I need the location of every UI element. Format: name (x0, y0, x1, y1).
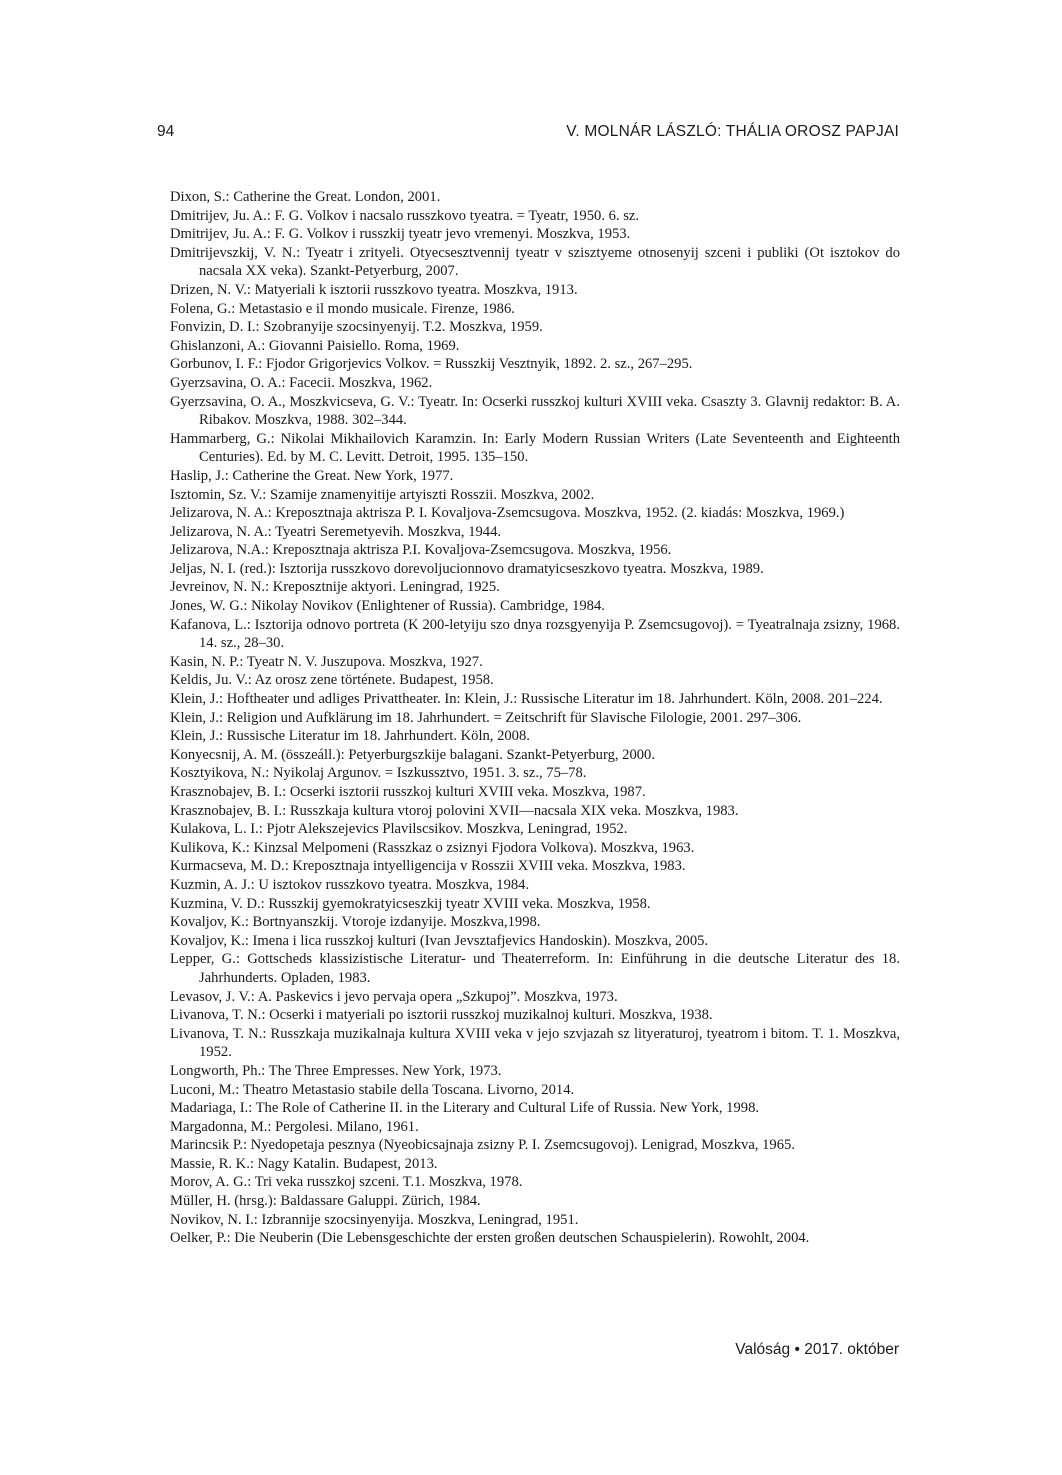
reference-entry: Jelizarova, N.A.: Kreposztnaja aktrisza P.I. Kovaljova-Zsemcsugova. Moszkva, 1956. (170, 542, 672, 559)
reference-entry: Lepper, G.: Gottscheds klassizistische Literatur- und Theaterreform. In: Einführung in die deutsche Literatur des 18. Jahrhunderts. Opladen, 1983. (170, 951, 900, 986)
reference-entry: Jeljas, N. I. (red.): Isztorija russzkovo dorevoljucionnovo dramatyicseszkovo tyeatra. Moszkva, 1989. (170, 560, 764, 577)
reference-entry: Fonvizin, D. I.: Szobranyije szocsinyenyij. T.2. Moszkva, 1959. (170, 319, 543, 336)
reference-entry: Kuzmina, V. D.: Russzkij gyemokratyicseszkij tyeatr XVIII veka. Moszkva, 1958. (170, 895, 651, 912)
reference-entry: Novikov, N. I.: Izbrannije szocsinyenyija. Moszkva, Leningrad, 1951. (170, 1211, 579, 1228)
reference-entry: Gorbunov, I. F.: Fjodor Grigorjevics Volkov. = Russzkij Vesztnyik, 1892. 2. sz., 267–295. (170, 356, 693, 373)
reference-entry: Jones, W. G.: Nikolay Novikov (Enlightener of Russia). Cambridge, 1984. (170, 598, 605, 615)
reference-entry: Levasov, J. V.: A. Paskevics i jevo pervaja opera „Szkupoj”. Moszkva, 1973. (170, 988, 618, 1005)
reference-entry: Dmitrijev, Ju. A.: F. G. Volkov i nacsalo russzkovo tyeatra. = Tyeatr, 1950. 6. sz. (170, 207, 640, 224)
reference-entry: Folena, G.: Metastasio e il mondo musicale. Firenze, 1986. (170, 300, 515, 317)
reference-list (170, 188, 900, 1248)
reference-entry: Kafanova, L.: Isztorija odnovo portreta (K 200-letyiju szo dnya rozsgyenyija P. Zsemcsugovoj). = Tyeatralnaja zsizny, 1968. 14. sz., 28–30. (170, 616, 900, 652)
reference-entry: Krasznobajev, B. I.: Ocserki isztorii russzkoj kulturi XVIII veka. Moszkva, 1987. (170, 784, 646, 800)
reference-entry: Kulakova, L. I.: Pjotr Alekszejevics Plavilscsikov. Moszkva, Leningrad, 1952. (170, 821, 628, 838)
reference-entry: Kulikova, K.: Kinzsal Melpomeni (Rasszkaz o zsiznyi Fjodora Volkova). Moszkva, 1963. (170, 839, 695, 856)
reference-entry: Margadonna, M.: Pergolesi. Milano, 1961. (170, 1118, 419, 1135)
reference-entry: Livanova, T. N.: Russzkaja muzikalnaja kultura XVIII veka v jejo szvjazah sz lityeraturoj, tyeatrom i bitom. T. 1. Moszkva, 1952. (170, 1025, 900, 1061)
reference-entry: Jelizarova, N. A.: Kreposztnaja aktrisza P. I. Kovaljova-Zsemcsugova. Moszkva, 1952. (2. kiadás: Moszkva, 1969.) (170, 505, 845, 522)
page-number: 94 (157, 123, 175, 140)
reference-entry: Ghislanzoni, A.: Giovanni Paisiello. Roma, 1969. (170, 337, 460, 354)
reference-entry: Krasznobajev, B. I.: Russzkaja kultura vtoroj polovini XVII—nacsala XIX veka. Moszkva, 1983. (170, 802, 739, 819)
reference-entry: Madariaga, I.: The Role of Catherine II. in the Literary and Cultural Life of Russia. New York, 1998. (170, 1100, 760, 1117)
reference-entry: Haslip, J.: Catherine the Great. New York, 1977. (170, 467, 454, 484)
reference-entry: Klein, J.: Religion und Aufklärung im 18. Jahrhundert. = Zeitschrift für Slavische Filologie, 2001. 297–306. (170, 709, 802, 726)
reference-entry: Jelizarova, N. A.: Tyeatri Seremetyevih. Moszkva, 1944. (170, 523, 502, 540)
reference-entry: Keldis, Ju. V.: Az orosz zene története. Budapest, 1958. (170, 672, 494, 689)
reference-entry: Kovaljov, K.: Bortnyanszkij. Vtoroje izdanyije. Moszkva,1998. (170, 914, 541, 931)
reference-entry: Isztomin, Sz. V.: Szamije znamenyitije artyiszti Rosszii. Moszkva, 2002. (170, 486, 595, 503)
reference-entry: Massie, R. K.: Nagy Katalin. Budapest, 2013. (170, 1155, 438, 1172)
reference-entry: Gyerzsavina, O. A.: Facecii. Moszkva, 1962. (170, 374, 433, 391)
reference-entry: Luconi, M.: Theatro Metastasio stabile della Toscana. Livorno, 2014. (170, 1081, 575, 1098)
reference-entry: Drizen, N. V.: Matyeriali k isztorii russzkovo tyeatra. Moszkva, 1913. (170, 281, 578, 298)
reference-entry: Hammarberg, G.: Nikolai Mikhailovich Karamzin. In: Early Modern Russian Writers (Late Seventeenth and Eighteenth Centuries). Ed. by M. C. Levitt. Detroit, 1995. 135–150. (170, 430, 900, 466)
reference-entry: Gyerzsavina, O. A., Moszkvicseva, G. V.: Tyeatr. In: Ocserki russzkoj kulturi XVIII veka. Csaszty 3. Glavnij redaktor: B. A. Ribakov. Moszkva, 1988. 302–344. (170, 393, 900, 429)
reference-entry: Klein, J.: Russische Literatur im 18. Jahrhundert. Köln, 2008. (170, 728, 530, 745)
reference-entry: Konyecsnij, A. M. (összeáll.): Petyerburgszkije balagani. Szankt-Petyerburg, 2000. (170, 746, 656, 763)
reference-entry: Dixon, S.: Catherine the Great. London, 2001. (170, 189, 441, 205)
reference-entry: Livanova, T. N.: Ocserki i matyeriali po isztorii russzkoj muzikalnoj kulturi. Moszkva, 1938. (170, 1007, 713, 1024)
reference-entry: Kurmacseva, M. D.: Kreposztnaja intyelligencija v Rosszii XVIII veka. Moszkva, 1983. (170, 858, 686, 875)
running-head: V. MOLNÁR LÁSZLÓ: THÁLIA OROSZ PAPJAI (566, 123, 899, 140)
reference-entry: Klein, J.: Hoftheater und adliges Privattheater. In: Klein, J.: Russische Literatur im 18. Jahrhundert. Köln, 2008. 201–224. (170, 691, 883, 708)
reference-entry: Dmitrijevszkij, V. N.: Tyeatr i zrityeli. Otyecsesztvennij tyeatr v szisztyeme otnosenyij szceni i publiki (Ot isztokov do nacsala XX veka). Szankt-Petyerburg, 2007. (170, 244, 900, 280)
reference-entry: Morov, A. G.: Tri veka russzkoj szceni. T.1. Moszkva, 1978. (170, 1174, 523, 1191)
reference-entry: Kuzmin, A. J.: U isztokov russzkovo tyeatra. Moszkva, 1984. (170, 876, 530, 893)
reference-entry: Müller, H. (hrsg.): Baldassare Galuppi. Zürich, 1984. (170, 1193, 481, 1210)
reference-entry: Marincsik P.: Nyedopetaja pesznya (Nyeobicsajnaja zsizny P. I. Zsemcsugovoj). Lenigrad, Moszkva, 1965. (170, 1137, 795, 1154)
footer-journal-issue: Valóság • 2017. október (735, 1341, 899, 1358)
reference-entry: Dmitrijev, Ju. A.: F. G. Volkov i russzkij tyeatr jevo vremenyi. Moszkva, 1953. (170, 226, 631, 243)
reference-entry: Oelker, P.: Die Neuberin (Die Lebensgeschichte der ersten großen deutschen Schauspielerin). Rowohlt, 2004. (170, 1230, 810, 1247)
reference-entry: Jevreinov, N. N.: Kreposztnije aktyori. Leningrad, 1925. (170, 579, 500, 596)
reference-entry: Kosztyikova, N.: Nyikolaj Argunov. = Iszkussztvo, 1951. 3. sz., 75–78. (170, 765, 587, 782)
reference-entry: Kasin, N. P.: Tyeatr N. V. Juszupova. Moszkva, 1927. (170, 653, 483, 670)
reference-entry: Longworth, Ph.: The Three Empresses. New York, 1973. (170, 1062, 502, 1079)
reference-entry: Kovaljov, K.: Imena i lica russzkoj kulturi (Ivan Jevsztafjevics Handoskin). Moszkva, 2005. (170, 932, 709, 949)
